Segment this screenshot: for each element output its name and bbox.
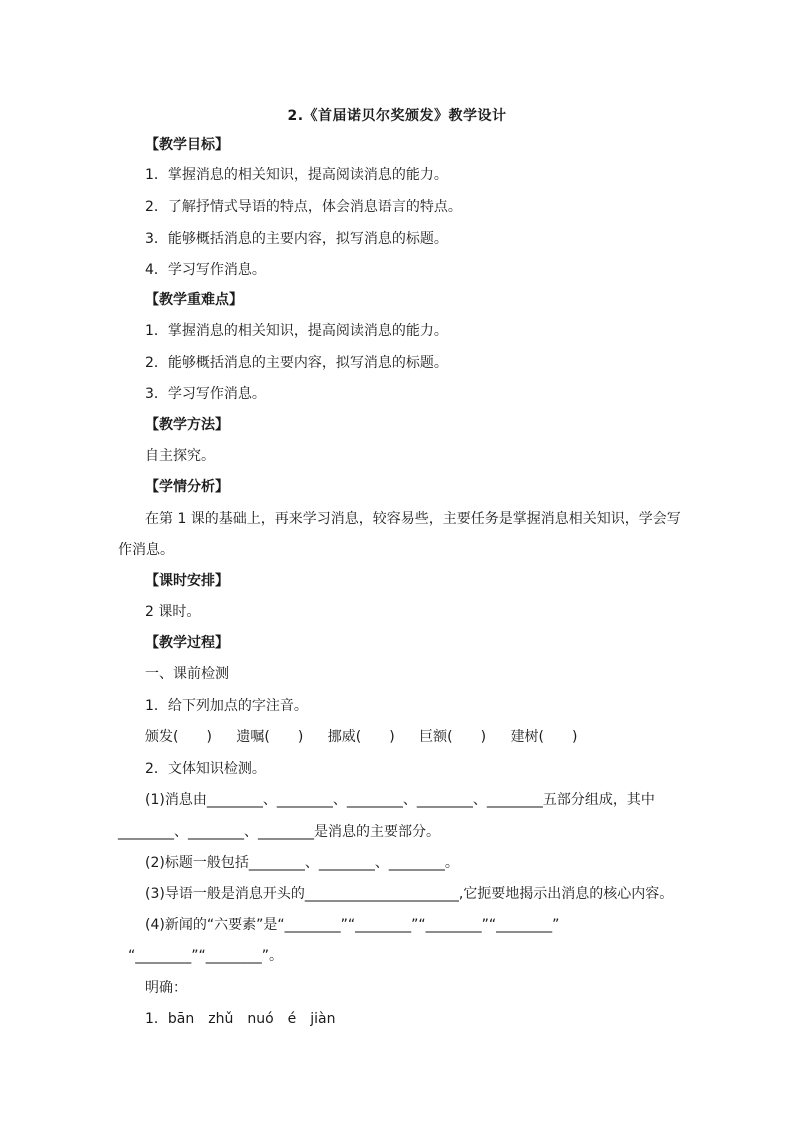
section-heading-methods: 【教学方法】 — [145, 417, 229, 433]
question-2: 2．文体知识检测。 — [145, 761, 266, 777]
question-2-1-line-2: ________、________、________是消息的主要部分。 — [118, 824, 440, 840]
word-blank: 颁发( ) — [145, 729, 212, 745]
word-blank: 建树( ) — [510, 729, 578, 745]
key-point-item-1: 1．掌握消息的相关知识，提高阅读消息的能力。 — [145, 323, 448, 339]
methods-text: 自主探究。 — [145, 448, 215, 464]
question-1-words — [145, 728, 578, 746]
question-2-4-line-1: (4)新闻的“六要素”是“________”“________”“________”“________” — [145, 917, 560, 933]
key-point-item-3: 3．学习写作消息。 — [145, 386, 266, 402]
goal-item-4: 4．学习写作消息。 — [145, 262, 266, 278]
section-heading-goals: 【教学目标】 — [145, 137, 229, 153]
answer-1: 1．bān zhǔ nuó é jiàn — [145, 1011, 336, 1027]
section-heading-schedule: 【课时安排】 — [145, 573, 229, 589]
word-blank: 遗嘱( ) — [236, 729, 304, 745]
process-part-1: 一、课前检测 — [145, 666, 229, 682]
word-blank: 巨额( ) — [419, 729, 487, 745]
document-title: 2.《首届诺贝尔奖颁发》教学设计 — [287, 108, 507, 124]
question-2-3: (3)导语一般是消息开头的______________________,它扼要地揭示出消息的核心内容。 — [145, 886, 674, 902]
section-heading-process: 【教学过程】 — [145, 635, 229, 651]
analysis-line-1: 在第 1 课的基础上，再来学习消息，较容易些，主要任务是掌握消息相关知识，学会写 — [145, 511, 681, 527]
question-1: 1．给下列加点的字注音。 — [145, 698, 308, 714]
section-heading-key-points: 【教学重难点】 — [145, 292, 243, 308]
section-heading-analysis: 【学情分析】 — [145, 479, 229, 495]
question-2-2: (2)标题一般包括________、________、________。 — [145, 855, 459, 871]
key-point-item-2: 2．能够概括消息的主要内容，拟写消息的标题。 — [145, 355, 448, 371]
clarify-label: 明确： — [145, 980, 187, 996]
schedule-text: 2 课时。 — [145, 604, 201, 620]
question-2-4-line-2: “________”“________”。 — [128, 948, 284, 964]
question-2-1-line-1: (1)消息由________、________、________、________、________五部分组成，其中 — [145, 792, 655, 808]
goal-item-2: 2．了解抒情式导语的特点，体会消息语言的特点。 — [145, 199, 462, 215]
goal-item-3: 3．能够概括消息的主要内容，拟写消息的标题。 — [145, 231, 448, 247]
goal-item-1: 1．掌握消息的相关知识，提高阅读消息的能力。 — [145, 167, 448, 183]
word-blank: 挪威( ) — [327, 729, 395, 745]
analysis-line-2: 作消息。 — [118, 542, 174, 558]
